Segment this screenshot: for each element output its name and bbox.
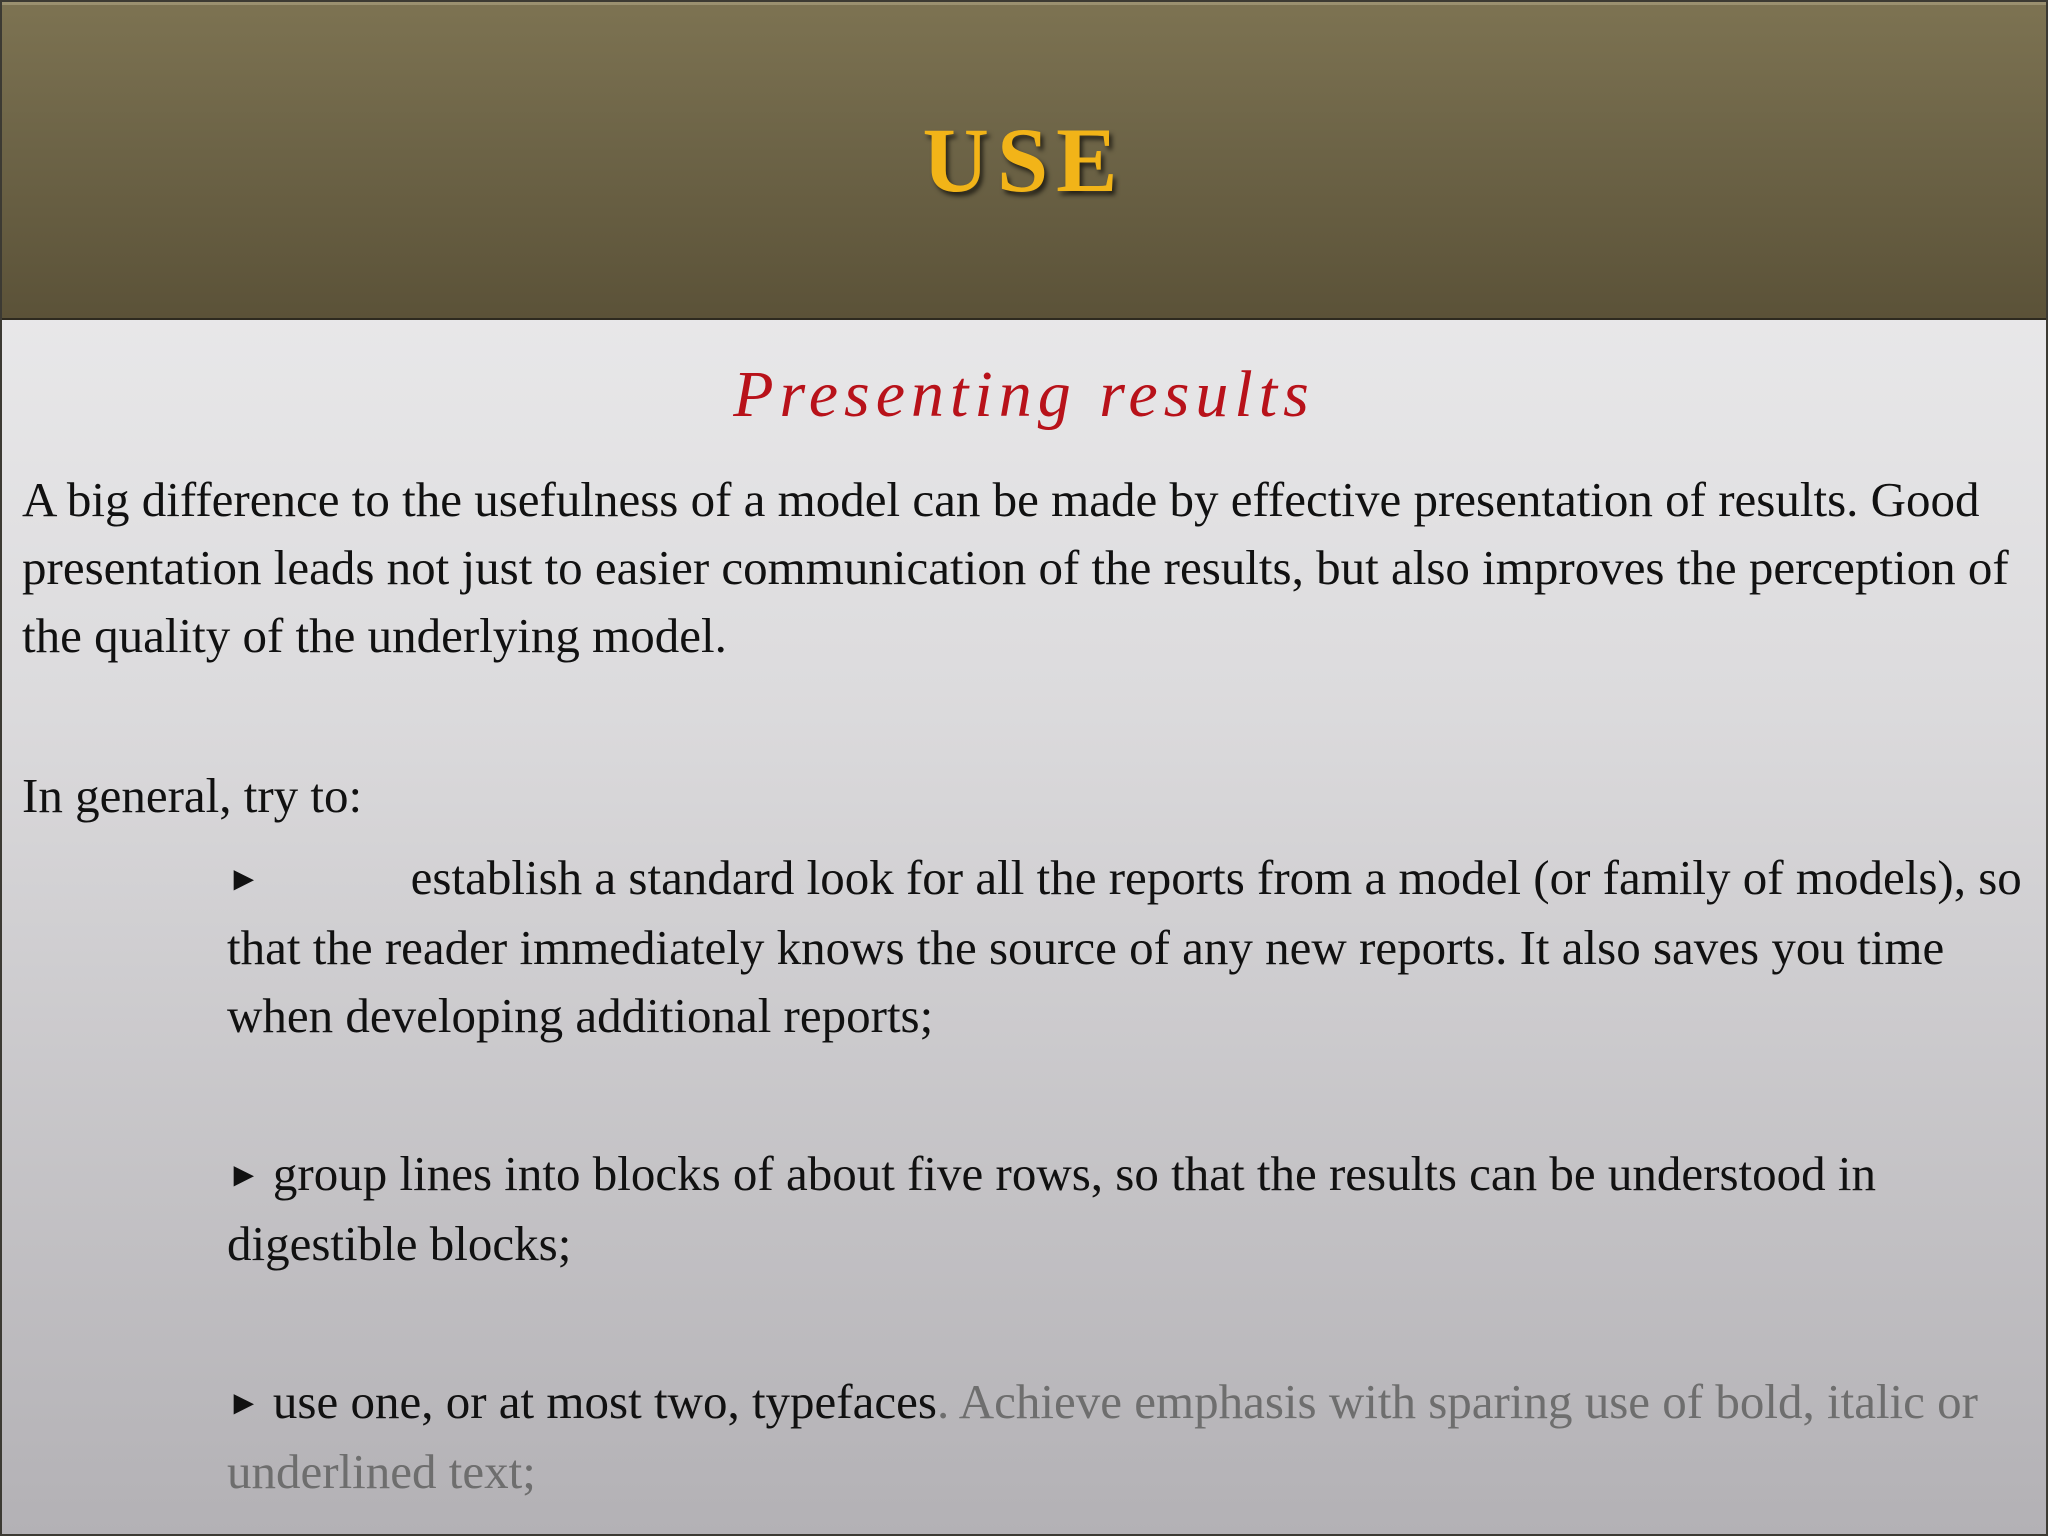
triangle-bullet-icon: ►: [227, 1385, 261, 1422]
slide-title: USE: [922, 109, 1126, 211]
bullet-muted-text: . Achieve emphasis with sparing use of bold, italic or underlined text;: [227, 1374, 1978, 1499]
bullet-text: establish a standard look for all the reports from a model (or family of models), so that the reader immediately knows the source of any new reports. It also saves you time when developing additional reports;: [227, 850, 2022, 1043]
lead-text: In general, try to:: [22, 768, 363, 823]
triangle-bullet-icon: ►: [227, 1157, 261, 1194]
bullet-item-standard-look: [227, 844, 2027, 1050]
title-bar: [2, 2, 2046, 320]
bullet-item-group-lines: [227, 1140, 2027, 1278]
slide-subtitle: Presenting results: [733, 358, 1315, 431]
intro-paragraph: A big difference to the usefulness of a model can be made by effective presentation of results. Good presentation leads not just to easier communication of the results, but also improves the perception of the quality of the underlying model.: [22, 472, 2009, 663]
bullet-text: group lines into blocks of about five rows, so that the results can be understood in digestible blocks;: [227, 1146, 1877, 1271]
bullet-text: use one, or at most two, typefaces: [272, 1374, 937, 1429]
bullet-item-typefaces: [227, 1368, 2027, 1506]
triangle-bullet-icon: ►: [227, 861, 261, 898]
